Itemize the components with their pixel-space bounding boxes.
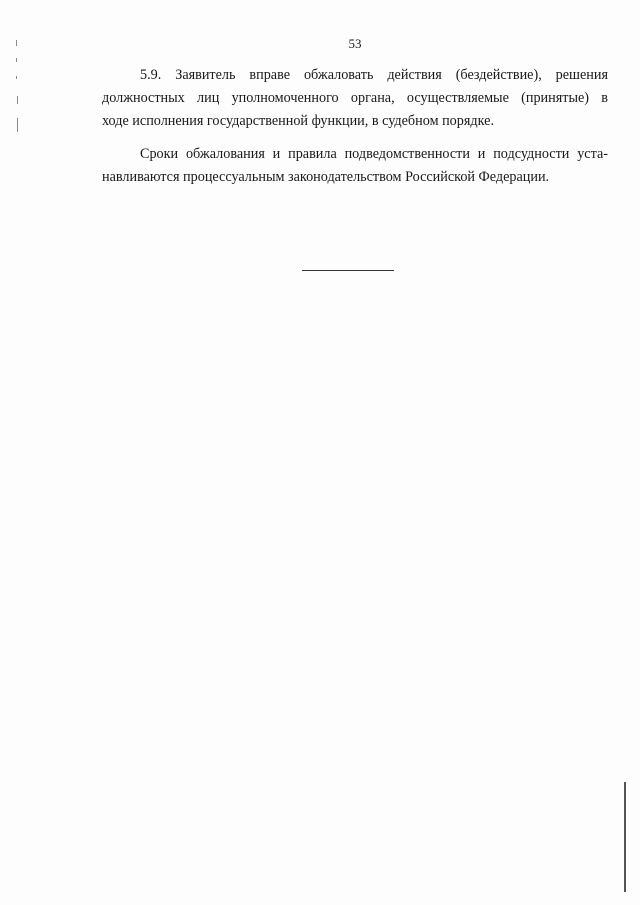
paragraph-line: навливаются процессуальным законодательством Российской Федерации. [102,169,550,185]
paragraph-line: ходе исполнения государственной функции, в судебном порядке. [102,113,495,129]
scan-artifact [16,58,17,62]
document-text [102,64,608,189]
scan-artifact [16,76,17,79]
scan-artifact [624,782,626,892]
paragraph-line: Сроки обжалования и правила подведомственности и подсудности уста- [140,146,608,162]
page-number: 53 [348,36,362,51]
paragraph-line: 5.9. Заявитель вправе обжаловать действия (бездействие), решения [140,67,608,83]
scan-artifact [17,96,18,104]
paragraph-appeal-terms [102,143,608,189]
paragraph-5-9 [102,64,608,133]
paragraph-line: должностных лиц уполномоченного органа, осуществляемые (принятые) в [102,90,608,106]
scan-artifact [17,118,18,132]
end-separator-line [302,270,394,271]
scan-artifact [16,40,17,46]
